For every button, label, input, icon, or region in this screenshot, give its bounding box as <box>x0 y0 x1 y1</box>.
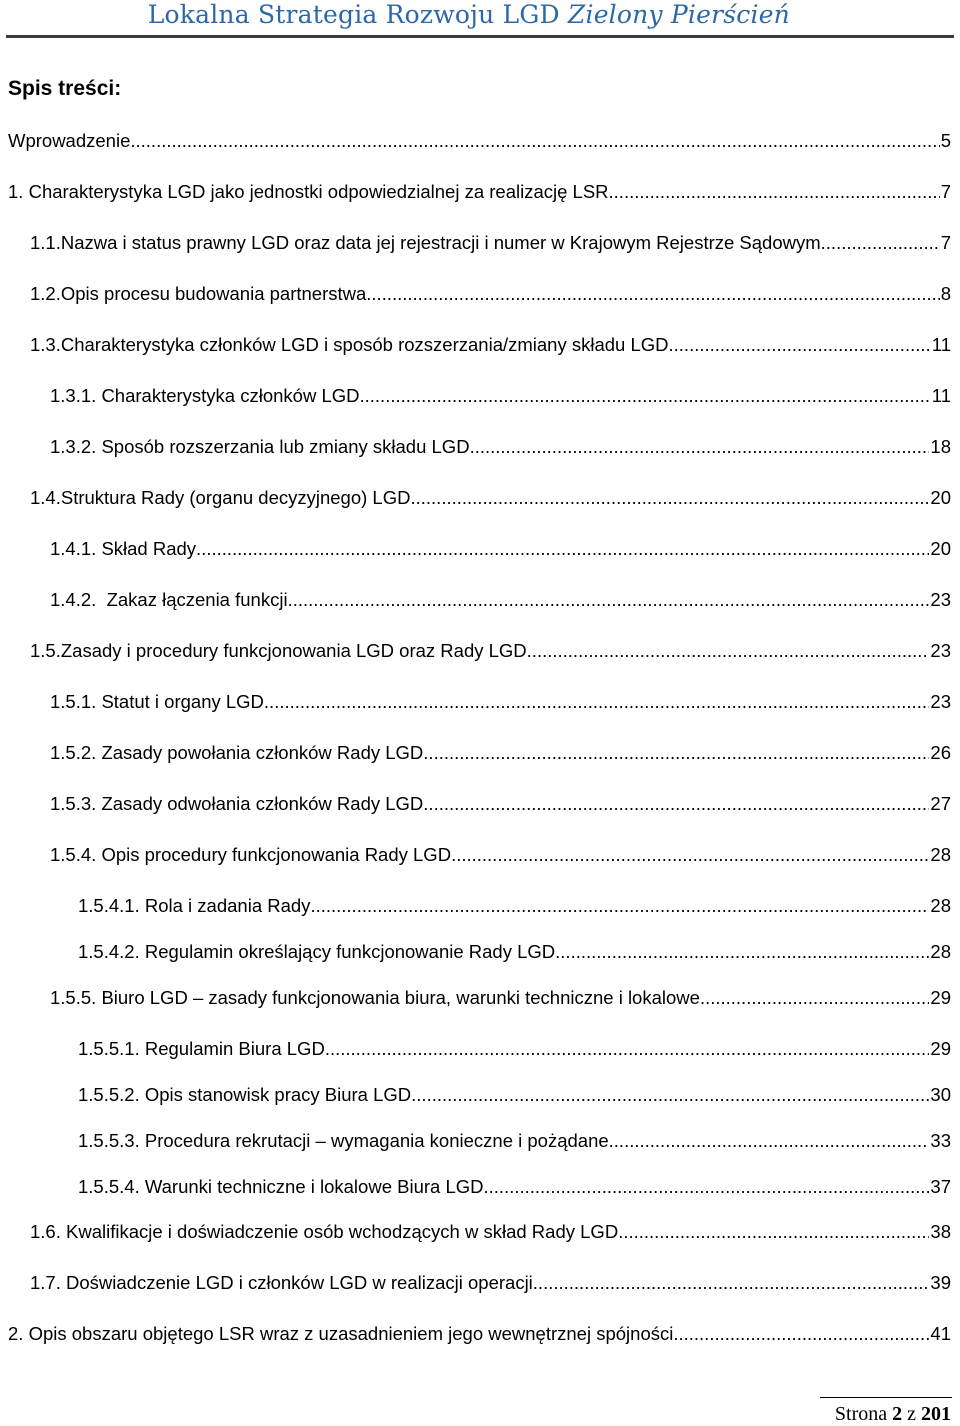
toc-entry[interactable] <box>50 691 951 717</box>
toc-entry-number: 1.2. <box>30 283 61 304</box>
toc-entry-title: Regulamin określający funkcjonowanie Rady LGD <box>144 941 556 962</box>
toc-entry-page: 29 <box>930 987 951 1008</box>
toc-entry-title: Zasady powołania członków Rady LGD <box>101 742 424 763</box>
toc-entry-number: 1.6. <box>30 1221 66 1242</box>
toc-entry[interactable] <box>78 1176 951 1202</box>
toc-entry-title: Nazwa i status prawny LGD oraz data jej rejestracji i numer w Krajowym Rejestrze Sądowym <box>60 232 821 253</box>
toc-dot-leader <box>470 436 930 458</box>
toc-entry-title: Opis procesu budowania partnerstwa <box>60 283 367 304</box>
toc-entry-page: 28 <box>930 895 951 916</box>
toc-entry-number: 1.5.1. <box>50 691 102 712</box>
toc-entry-number: 1.5.4.2. <box>78 941 145 962</box>
toc-dot-leader <box>451 844 929 866</box>
toc-dot-leader <box>669 334 931 356</box>
toc-dot-leader <box>360 385 931 407</box>
toc-entry-title: Wprowadzenie <box>8 130 131 151</box>
toc-dot-leader <box>288 589 930 611</box>
toc-entry-number: 1.5.4.1. <box>78 895 145 916</box>
toc-entry-page: 37 <box>930 1176 951 1197</box>
toc-entry[interactable] <box>78 1038 951 1064</box>
toc-dot-leader <box>310 895 929 917</box>
toc-entry-number: 1. <box>8 181 29 202</box>
toc-entry-number: 1.4. <box>30 487 61 508</box>
toc-entry[interactable] <box>50 742 951 768</box>
toc-entry-page: 27 <box>930 793 951 814</box>
toc-entry-page: 23 <box>930 640 951 661</box>
toc-entry[interactable] <box>30 640 951 666</box>
toc-dot-leader <box>264 691 930 713</box>
toc-entry[interactable] <box>50 538 951 564</box>
toc-entry-page: 18 <box>930 436 951 457</box>
toc-entry-page: 8 <box>940 283 951 304</box>
toc-dot-leader <box>423 742 929 764</box>
toc-entry[interactable] <box>30 1221 951 1247</box>
toc-entry-number: 2. <box>8 1323 29 1344</box>
toc-entry-title: Regulamin Biura LGD <box>144 1038 325 1059</box>
toc-dot-leader <box>673 1323 929 1345</box>
toc-entry[interactable] <box>50 385 951 411</box>
toc-entry[interactable] <box>8 1323 951 1349</box>
toc-entry-title: Doświadczenie LGD i członków LGD w realizacji operacji <box>66 1272 533 1293</box>
toc-entry-page: 33 <box>930 1130 951 1151</box>
page-number-current: 2 <box>892 1403 903 1425</box>
document-title-main: Lokalna Strategia Rozwoju LGD <box>147 0 568 29</box>
toc-dot-leader <box>423 793 929 815</box>
toc-entry-number: 1.4.1. <box>50 538 102 559</box>
toc-entry-title: Opis stanowisk pracy Biura LGD <box>144 1084 412 1105</box>
toc-dot-leader <box>196 538 929 560</box>
toc-entry-page: 7 <box>940 232 951 253</box>
toc-entry[interactable] <box>78 1130 951 1156</box>
toc-entry-title: Opis obszaru objętego LSR wraz z uzasadnieniem jego wewnętrznej spójności <box>28 1323 674 1344</box>
toc-entry-page: 23 <box>930 691 951 712</box>
page-number-total: 201 <box>921 1403 951 1425</box>
toc-entry[interactable] <box>50 987 951 1013</box>
toc-entry-page: 39 <box>930 1272 951 1293</box>
toc-entry-page: 26 <box>930 742 951 763</box>
toc-entry[interactable] <box>50 589 951 615</box>
toc-dot-leader <box>609 1130 930 1152</box>
toc-dot-leader <box>700 987 929 1009</box>
toc-entry-number: 1.5.2. <box>50 742 102 763</box>
toc-entry-title: Opis procedury funkcjonowania Rady LGD <box>101 844 452 865</box>
toc-entry-title: Skład Rady <box>101 538 197 559</box>
toc-entry-title: Statut i organy LGD <box>101 691 264 712</box>
page-header <box>0 0 960 40</box>
toc-entry-page: 5 <box>940 130 951 151</box>
toc-entry-number: 1.3.2. <box>50 436 102 457</box>
toc-entry[interactable] <box>8 181 951 207</box>
toc-entry-page: 30 <box>930 1084 951 1105</box>
header-divider <box>6 35 954 38</box>
toc-entry-number: 1.5.5.2. <box>78 1084 145 1105</box>
toc-entry-page: 11 <box>931 334 951 355</box>
toc-entry-page: 7 <box>940 181 951 202</box>
toc-entry-title: Zasady odwołania członków Rady LGD <box>101 793 424 814</box>
toc-entry-page: 41 <box>930 1323 951 1344</box>
toc-entry[interactable] <box>78 1084 951 1110</box>
toc-dot-leader <box>527 640 930 662</box>
toc-dot-leader <box>411 1084 929 1106</box>
toc-entry-title: Charakterystyka członków LGD <box>101 385 360 406</box>
toc-entry-number: 1.5.4. <box>50 844 102 865</box>
toc-entry-title: Zakaz łączenia funkcji <box>106 589 288 610</box>
toc-entry-title: Sposób rozszerzania lub zmiany składu LGD <box>101 436 470 457</box>
toc-entry-number: 1.7. <box>30 1272 66 1293</box>
document-title <box>148 0 790 29</box>
toc-entry-number: 1.5.5.3. <box>78 1130 145 1151</box>
page-number-sep: z <box>902 1403 921 1425</box>
toc-entry-title: Charakterystyka LGD jako jednostki odpowiedzialnej za realizację LSR <box>28 181 609 202</box>
toc-entry[interactable] <box>78 895 951 921</box>
toc-entry-page: 28 <box>930 941 951 962</box>
toc-entry[interactable] <box>30 487 951 513</box>
footer-divider <box>820 1397 952 1398</box>
toc-entry-title: Zasady i procedury funkcjonowania LGD oraz Rady LGD <box>60 640 527 661</box>
toc-entry[interactable] <box>78 941 951 967</box>
toc-entry[interactable] <box>30 232 951 258</box>
page-number <box>835 1403 951 1426</box>
toc-entry[interactable] <box>50 793 951 819</box>
toc-entry-page: 20 <box>930 538 951 559</box>
toc-entry[interactable] <box>8 130 951 156</box>
toc-entry-number: 1.5.5.1. <box>78 1038 145 1059</box>
toc-entry-page: 20 <box>930 487 951 508</box>
toc-entry-page: 38 <box>930 1221 951 1242</box>
toc-dot-leader <box>821 232 940 254</box>
toc-entry-title: Rola i zadania Rady <box>144 895 311 916</box>
toc-entry-title: Struktura Rady (organu decyzyjnego) LGD <box>60 487 411 508</box>
toc-entry-title: Warunki techniczne i lokalowe Biura LGD <box>144 1176 484 1197</box>
toc-dot-leader <box>325 1038 930 1060</box>
toc-entry-title: Charakterystyka członków LGD i sposób rozszerzania/zmiany składu LGD <box>60 334 669 355</box>
toc-entry[interactable] <box>30 334 951 360</box>
toc-dot-leader <box>366 283 939 305</box>
toc-dot-leader <box>410 487 929 509</box>
toc-entry-page: 11 <box>931 385 951 406</box>
toc-entry-number: 1.5.3. <box>50 793 102 814</box>
toc-entry-number: 1.4.2. <box>50 589 107 610</box>
toc-entry-page: 23 <box>930 589 951 610</box>
toc-dot-leader <box>484 1176 930 1198</box>
toc-entry[interactable] <box>50 844 951 870</box>
toc-dot-leader <box>555 941 929 963</box>
toc-entry[interactable] <box>30 283 951 309</box>
toc-entry-number: 1.5.5.4. <box>78 1176 145 1197</box>
page-number-prefix: Strona <box>834 1403 893 1425</box>
toc-entry-number: 1.1. <box>30 232 61 253</box>
toc-dot-leader <box>618 1221 929 1243</box>
toc-entry-number: 1.3.1. <box>50 385 102 406</box>
toc-entry[interactable] <box>50 436 951 462</box>
toc-dot-leader <box>130 130 939 152</box>
document-title-lgd-name: Zielony Pierścień <box>567 0 790 29</box>
toc-heading: Spis treści: <box>8 77 122 100</box>
toc-entry[interactable] <box>30 1272 951 1298</box>
toc-dot-leader <box>533 1272 930 1294</box>
toc-dot-leader <box>609 181 940 203</box>
toc-entry-title: Biuro LGD – zasady funkcjonowania biura, warunki techniczne i lokalowe <box>101 987 700 1008</box>
toc-entry-title: Kwalifikacje i doświadczenie osób wchodzących w skład Rady LGD <box>66 1221 619 1242</box>
toc-entry-page: 29 <box>930 1038 951 1059</box>
toc-entry-title: Procedura rekrutacji – wymagania konieczne i pożądane <box>144 1130 609 1151</box>
toc-entry-number: 1.5. <box>30 640 61 661</box>
toc-entry-number: 1.3. <box>30 334 61 355</box>
toc-entry-number: 1.5.5. <box>50 987 102 1008</box>
toc-entry-page: 28 <box>930 844 951 865</box>
